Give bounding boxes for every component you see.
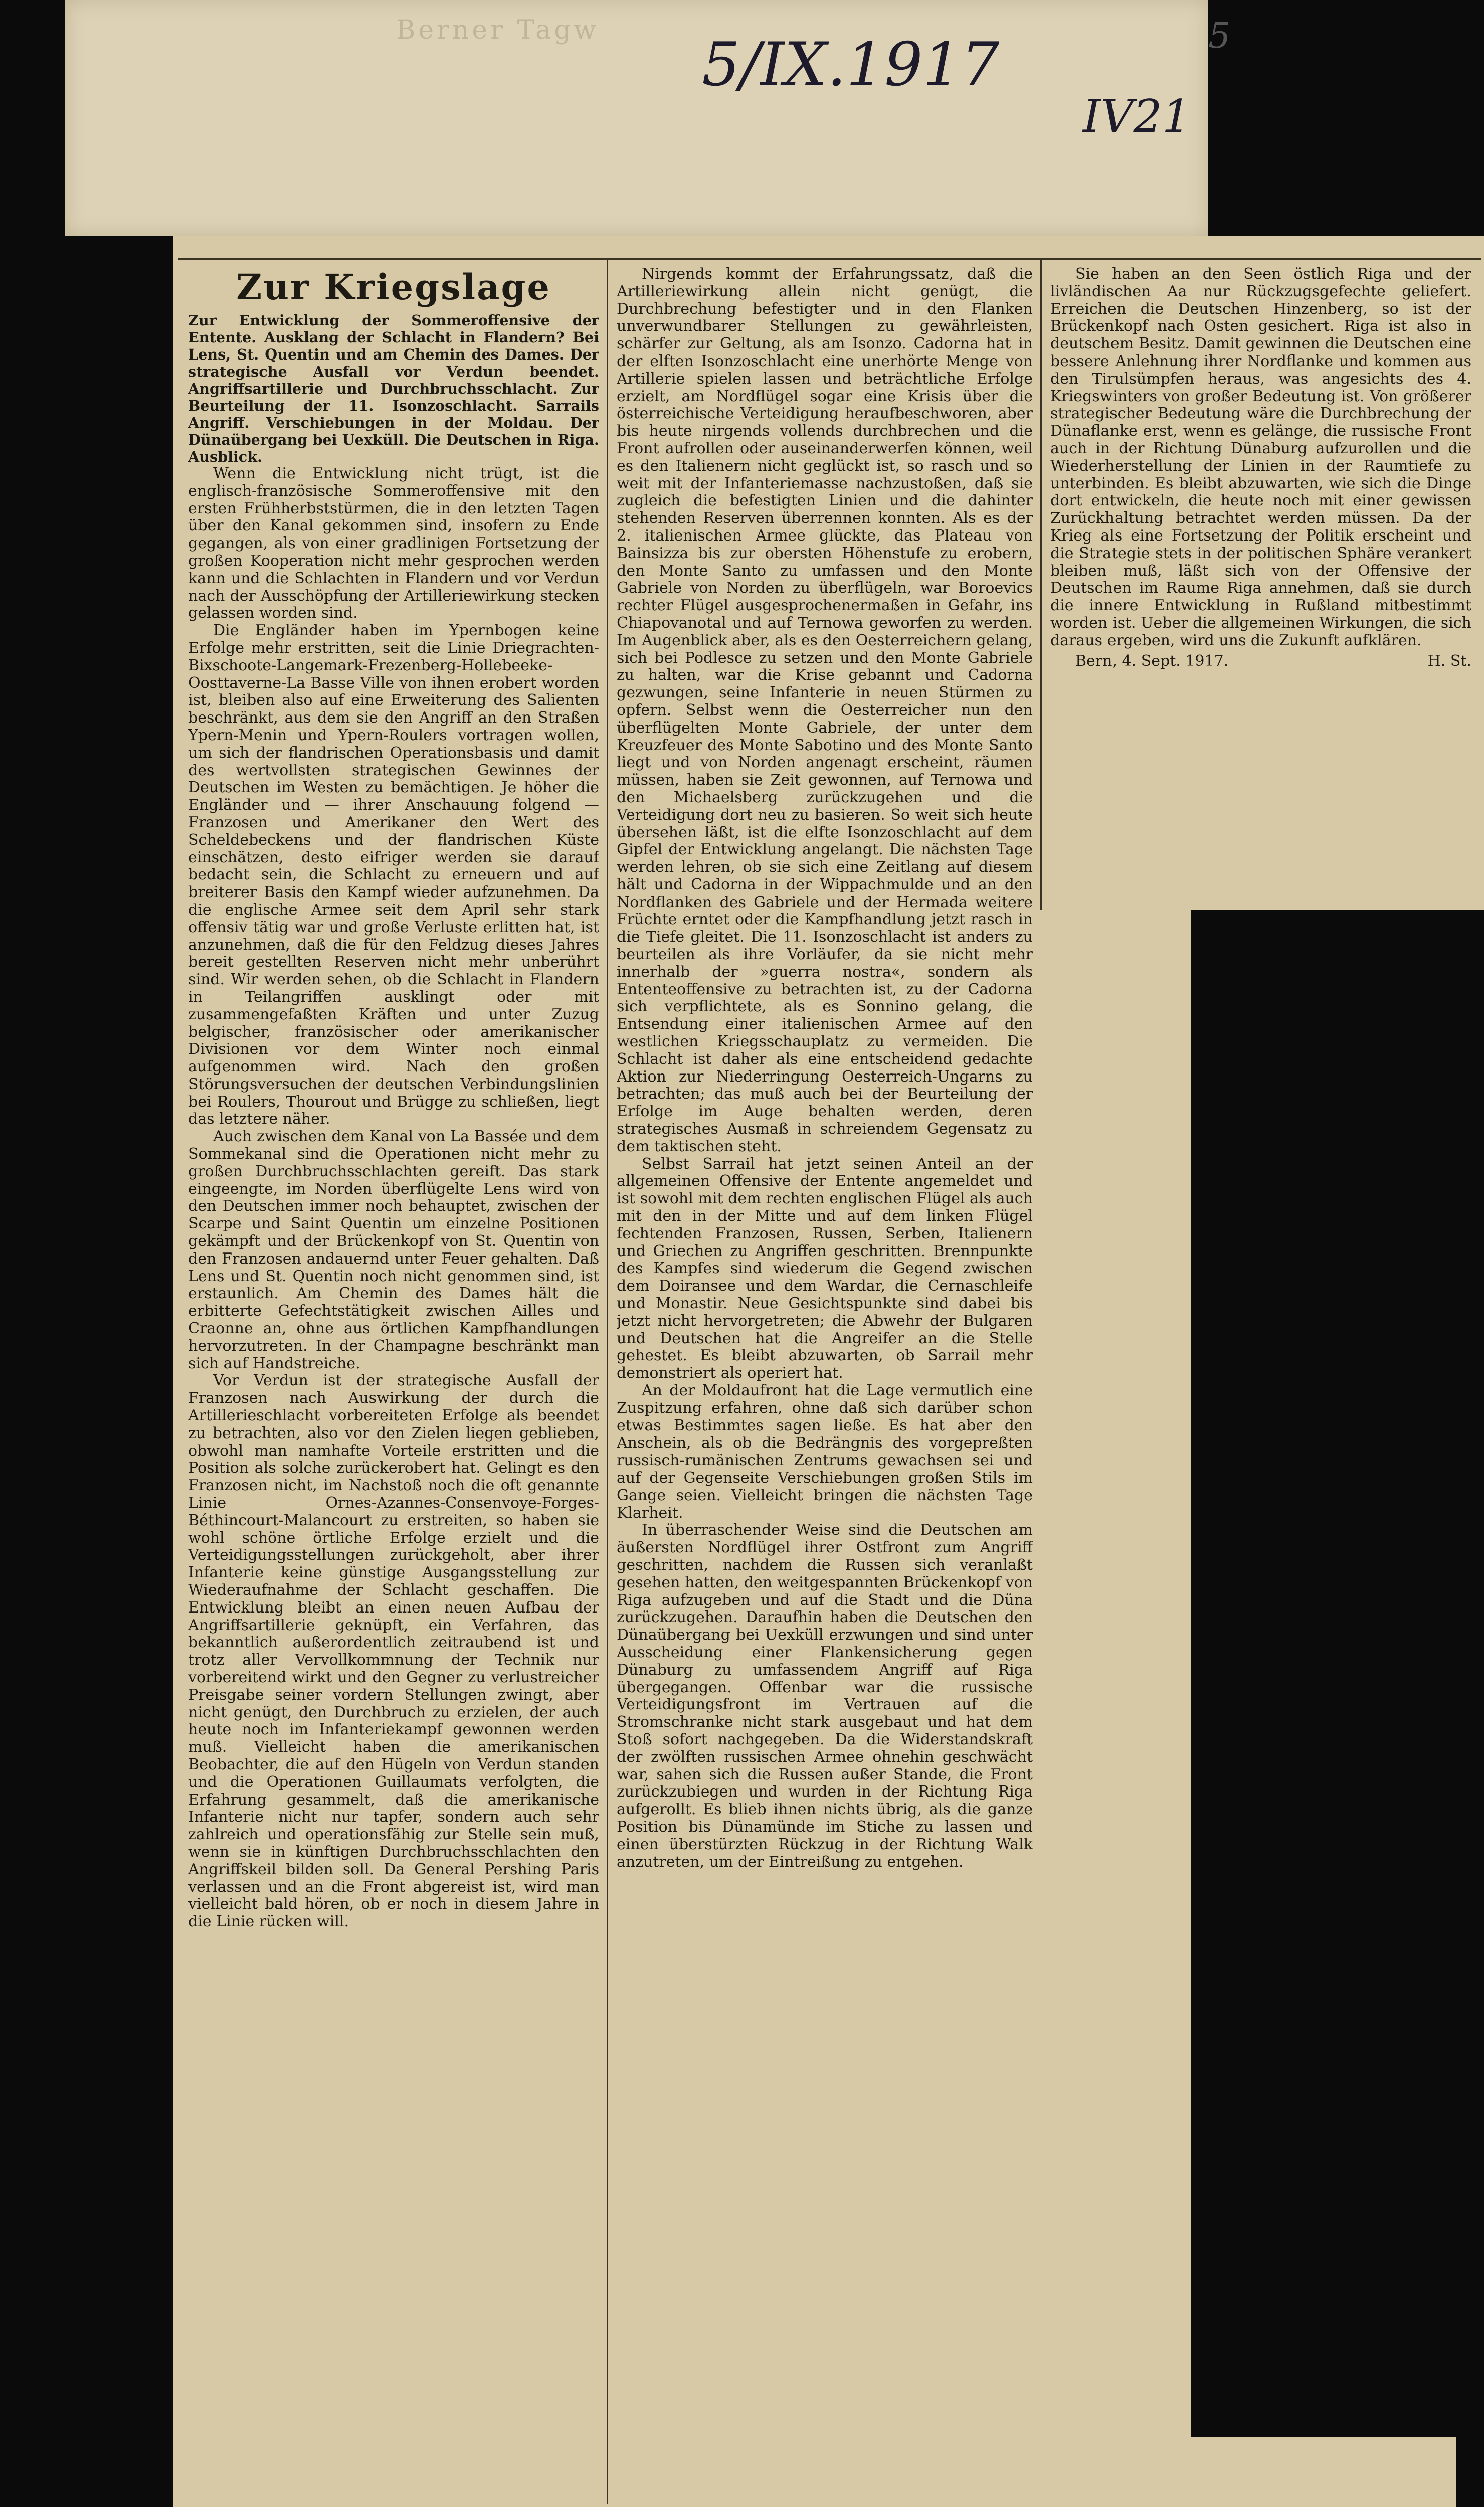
paragraph: Selbst Sarrail hat jetzt seinen Anteil an der allgemeinen Offensive der Entente angemeldet und ist sowohl mit dem rechten englischen Flügel als auch mit den in der Mitte und auf dem linken Flügel fechtenden Franzosen, Russen, Serben, Italienern und Griechen zu Angriffen geschritten. Brennpunkte des Kampfes sind wiederum die Gegend zwischen dem Doiransee und dem Wardar, die Cernaschleife und Monastir. Neue Gesichtspunkte sind dabei bis jetzt nicht hervorgetreten; die Abwehr der Bulgaren und Deutschen hat die Angreifer an die Stelle gehestet. Es bleibt abzuwarten, ob Sarrail mehr demonstriert als operiert hat. (617, 1155, 1033, 1382)
corner-mark: 5 (1208, 15, 1231, 56)
paragraph: Die Engländer haben im Ypernbogen keine Erfolge mehr erstritten, seit die Linie Driegrachten-Bixschoote-Langemark-Frezenberg-Hollebeeke-Oosttaverne-La Basse Ville von ihnen erobert worden ist, bleiben also auf eine Erweiterung des Salienten beschränkt, aus dem sie den Angriff an den Straßen Ypern-Menin und Ypern-Roulers vortragen wollen, um sich der flandrischen Operationsbasis und damit des wertvollsten strategischen Gewinnes der Deutschen im Westen zu bemächtigen. Je höher die Engländer und — ihrer Anschauung folgend — Franzosen und Amerikaner den Wert des Scheldebeckens und der flandrischen Küste einschätzen, desto eifriger werden sie darauf bedacht sein, die Schlacht zu erneuern und auf breiterer Basis den Kampf wieder aufzunehmen. Da die englische Armee seit dem April sehr stark offensiv tätig war und große Verluste erlitten hat, ist anzunehmen, daß die für den Feldzug dieses Jahres bereit gestellten Reserven nicht mehr unberührt sind. Wir werden sehen, ob die Schlacht in Flandern in Teilangriffen ausklingt oder mit zusammengefaßten Kräften und unter Zuzug belgischer, französischer oder amerikanischer Divisionen vor dem Winter noch einmal aufgenommen wird. Nach den großen Störungsversuchen der deutschen Verbindungslinien bei Roulers, Thourout und Brügge zu schließen, liegt das letztere näher. (188, 622, 599, 1128)
newspaper-clipping-bottom (1191, 2437, 1456, 2507)
handwritten-date: 5/IX.1917 (702, 30, 1000, 100)
paragraph: In überraschender Weise sind die Deutschen am äußersten Nordflügel ihrer Ostfront zum Angriff geschritten, nachdem die Russen sich veranlaßt gesehen hatten, den weitgespannten Brückenkopf von Riga aufzugeben und auf die Stadt und die Düna zurückzugehen. Daraufhin haben die Deutschen den Dünaübergang bei Uexküll erzwungen und sind unter Ausscheidung einer Flankensicherung gegen Dünaburg zu umfassendem Angriff auf Riga übergegangen. Offenbar war die russische Verteidigungsfront im Vertrauen auf die Stromschranke nicht stark ausgebaut und hat dem Stoß sofort nachgegeben. Da die Widerstandskraft der zwölften russischen Armee ohnehin geschwächt war, sahen sich die Russen außer Stande, die Front zurückzubiegen und wurden in der Richtung Riga aufgerollt. Es blieb ihnen nichts übrig, als die ganze Position bis Dünamünde im Stiche zu lassen und einen überstürzten Rückzug in der Richtung Walk anzutreten, um der Eintreißung zu entgehen. (617, 1521, 1033, 1871)
article-title: Zur Kriegslage (236, 266, 551, 308)
column-rule-2 (1040, 258, 1042, 910)
faint-stamp: Berner Tagw (396, 15, 599, 45)
handwritten-reference: IV21 (1083, 90, 1191, 143)
archive-sheet (65, 0, 1208, 236)
top-rule (178, 258, 1481, 260)
column-rule-1 (607, 258, 608, 2504)
signature-place-date: Bern, 4. Sept. 1917. (1075, 652, 1229, 670)
article-signature (1050, 653, 1471, 670)
paragraph: Sie haben an den Seen östlich Riga und der livländischen Aa nur Rückzugsgefechte geliefert. Erreichen die Deutschen Hinzenberg, so ist der Brückenkopf nach Osten gesichert. Riga ist also in deutschem Besitz. Damit gewinnen die Deutschen eine bessere Anlehnung ihrer Nordflanke und kommen aus den Tirulsümpfen heraus, was angesichts des 4. Kriegswinters von großer Bedeutung ist. Von größerer strategischer Bedeutung wäre die Durchbrechung der Dünaflanke erst, wenn es gelänge, die russische Front auch in der Richtung Dünaburg aufzurollen und die Wiederherstellung der Linien in der Raumtiefe zu unterbinden. Es bleibt abzuwarten, wie sich die Dinge dort entwickeln, die heute noch mit einer gewissen Zurückhaltung betrachtet werden müssen. Da der Krieg als eine Fortsetzung der Politik erscheint und die Strategie stets in der politischen Sphäre verankert bleiben muß, läßt sich von der Offensive der Deutschen im Raume Riga annehmen, daß sie durch die innere Entwicklung in Rußland mitbestimmt worden ist. Ueber die allgemeinen Wirkungen, die sich daraus ergeben, wird uns die Zukunft aufklären. (1050, 266, 1471, 649)
signature-author: H. St. (1427, 652, 1471, 670)
article-column-1 (188, 266, 599, 2492)
article-column-3 (1050, 266, 1471, 898)
paragraph: Auch zwischen dem Kanal von La Bassée und dem Sommekanal sind die Operationen nicht mehr zu großen Durchbruchsschlachten gereift. Das stark eingeengte, im Norden überflügelte Lens wird von den Deutschen immer noch behauptet, zwischen der Scarpe und Saint Quentin um einzelne Positionen gekämpft und der Brückenkopf von St. Quentin von den Franzosen andauernd unter Feuer gehalten. Daß Lens und St. Quentin noch nicht genommen sind, ist erstaunlich. Am Chemin des Dames hält die erbitterte Gefechtstätigkeit zwischen Ailles und Craonne an, ohne aus örtlichen Kampfhandlungen hervorzutreten. In der Champagne beschränkt man sich auf Handstreiche. (188, 1128, 599, 1372)
paragraph: Wenn die Entwicklung nicht trügt, ist die englisch-französische Sommeroffensive mit den ersten Frühherbststürmen, die in den letzten Tagen über den Kanal gekommen sind, insofern zu Ende gegangen, als von einer gradlinigen Fortsetzung der großen Kooperation nicht mehr gesprochen werden kann und die Schlachten in Flandern und vor Verdun nach der Ausschöpfung der Artilleriewirkung stecken gelassen worden sind. (188, 465, 599, 622)
paragraph: Vor Verdun ist der strategische Ausfall der Franzosen nach Auswirkung der durch die Artillerieschlacht vorbereiteten Erfolge als beendet zu betrachten, also vor den Zielen liegen geblieben, obwohl man namhafte Vorteile erstritten und die Position als solche zurückerobert hat. Gelingt es den Franzosen nicht, im Nachstoß noch die oft genannte Linie Ornes-Azannes-Consenvoye-Forges-Béthincourt-Malancourt zu erstreiten, so haben sie wohl schöne örtliche Erfolge erzielt und die Verteidigungsstellungen zurückgeholt, aber ihrer Infanterie keine günstige Ausgangsstellung zur Wiederaufnahme der Schlacht geschaffen. Die Entwicklung bleibt an einen neuen Aufbau der Angriffsartillerie geknüpft, ein Verfahren, das bekanntlich außerordentlich zeitraubend ist und trotz aller Vervollkommnung der Technik nur vorbereitend wirkt und den Gegner zu verlustreicher Preisgabe seiner vordern Stellungen zwingt, aber nicht genügt, den Durchbruch zu erzielen, der auch heute noch im Infanteriekampf gewonnen werden muß. Vielleicht haben die amerikanischen Beobachter, die auf den Hügeln von Verdun standen und die Operationen Guillaumats verfolgten, die Erfahrung gesammelt, daß die amerikanische Infanterie nicht nur tapfer, sondern auch sehr zahlreich und operationsfähig zur Stelle sein muß, wenn sie in künftigen Durchbruchsschlachten den Angriffskeil bilden soll. Da General Pershing Paris verlassen und an die Front abgereist ist, wird man vielleicht bald hören, ob er noch in diesem Jahre in die Linie rücken will. (188, 1372, 599, 1931)
article-lead: Zur Entwicklung der Sommeroffensive der Entente. Ausklang der Schlacht in Flandern? Bei Lens, St. Quentin und am Chemin des Dames. Der strategische Ausfall vor Verdun beendet. Angriffsartillerie und Durchbruchsschlacht. Zur Beurteilung der 11. Isonzoschlacht. Sarrails Angriff. Verschiebungen in der Moldau. Der Dünaübergang bei Uexküll. Die Deutschen in Riga. Ausblick. (188, 312, 599, 465)
paragraph: An der Moldaufront hat die Lage vermutlich eine Zuspitzung erfahren, ohne daß sich darüber schon etwas Bestimmtes sagen ließe. Es hat aber den Anschein, als ob die Bedrängnis des vorgepreßten russisch-rumänischen Zentrums gewachsen sei und auf der Gegenseite Verschiebungen großen Stils im Gange seien. Vielleicht bringen die nächsten Tage Klarheit. (617, 1382, 1033, 1522)
article-column-2 (617, 266, 1033, 2497)
paragraph: Nirgends kommt der Erfahrungssatz, daß die Artilleriewirkung allein nicht genügt, die Durchbrechung befestigter und in den Flanken unverwundbarer Stellungen zu gewährleisten, schärfer zur Geltung, als am Isonzo. Cadorna hat in der elften Isonzoschlacht eine unerhörte Menge von Artillerie spielen lassen und beträchtliche Erfolge erzielt, am Nordflügel sogar eine Krisis über die österreichische Verteidigung heraufbeschworen, aber bis heute nirgends vollends durchbrechen und die Front aufrollen oder auseinanderwerfen können, weil es den Italienern nicht geglückt ist, so rasch und so weit mit der Infanteriemasse nachzustoßen, daß sie zugleich die befestigten Linien und die dahinter stehenden Reserven überrennen konnten. Als es der 2. italienischen Armee glückte, das Plateau von Bainsizza bis zur obersten Höhenstufe zu erobern, den Monte Santo zu umfassen und den Monte Gabriele von Norden zu überflügeln, war Boroevics rechter Flügel ausgesprochenermaßen in Gefahr, ins Chiapovanotal und auf Ternowa geworfen zu werden. Im Augenblick aber, als es den Oesterreichern gelang, sich bei Podlesce zu setzen und den Monte Gabriele zu halten, war die Krise gebannt und Cadorna gezwungen, seine Infanterie in neuen Stürmen zu opfern. Selbst wenn die Oesterreicher nun den überflügelten Monte Gabriele, der unter dem Kreuzfeuer des Monte Sabotino und des Monte Santo liegt und von Norden angenagt erscheint, räumen müssen, haben sie Zeit gewonnen, auf Ternowa und den Michaelsberg zurückzugehen und die Verteidigung dort neu zu basieren. So weit sich heute übersehen läßt, ist die elfte Isonzoschlacht auf dem Gipfel der Entwicklung angelangt. Die nächsten Tage werden lehren, ob sie sich eine Zeitlang auf diesem hält und Cadorna in der Wippachmulde und an den Nordflanken des Gabriele und der Hermada weitere Früchte erntet oder die Kampfhandlung jetzt rasch in die Tiefe gleitet. Die 11. Isonzoschlacht ist anders zu beurteilen als ihre Vorläufer, da sie nicht mehr innerhalb der »guerra nostra«, sondern als Ententeoffensive zu betrachten ist, zu der Cadorna sich verpflichtete, als es Sonnino gelang, die Entsendung einer italienischen Armee auf den westlichen Kriegsschauplatz zu vermeiden. Die Schlacht ist daher als eine entscheidend gedachte Aktion zur Niederringung Oesterreich-Ungarns zu betrachten; das muß auch bei der Beurteilung der Erfolge im Auge behalten werden, deren strategisches Ausmaß in schreiendem Gegensatz zu dem taktischen steht. (617, 266, 1033, 1155)
